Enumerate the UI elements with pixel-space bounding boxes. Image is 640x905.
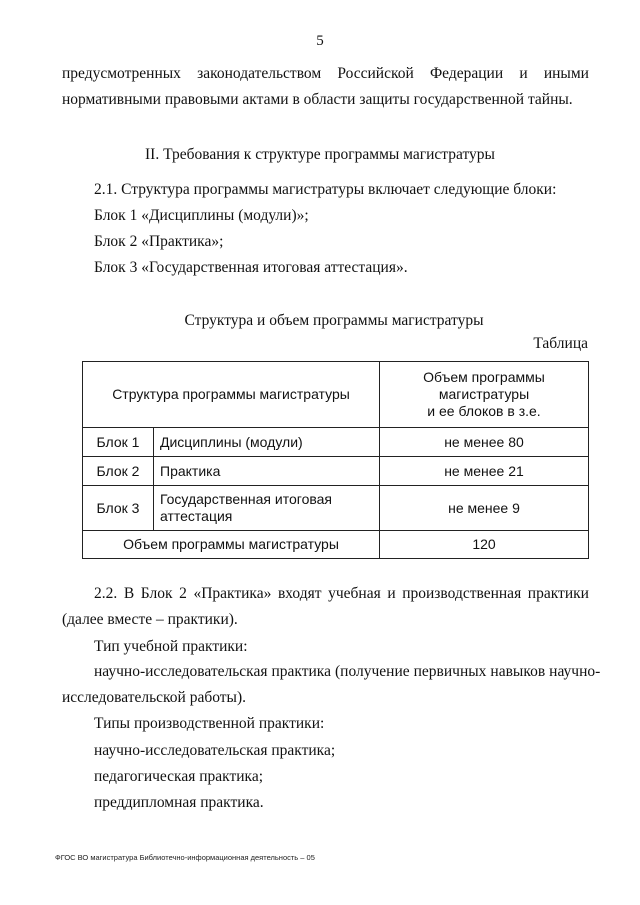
table-row	[83, 428, 589, 457]
block-name-cell: Дисциплины (модули)	[154, 428, 380, 457]
table-total-row	[83, 531, 589, 559]
intro-word: Федерации	[429, 65, 504, 82]
clause-2-2-line-2: (далее вместе – практики).	[62, 611, 238, 628]
block-name-cell	[154, 486, 380, 531]
clause-word: 2	[179, 585, 187, 602]
intro-word: законодательством	[197, 65, 322, 82]
volume-cell: не менее 21	[380, 457, 589, 486]
intro-line-1	[62, 64, 589, 84]
study-type-line-2: исследовательской работы).	[62, 689, 246, 706]
study-type-word: навыков	[490, 663, 546, 680]
structure-table	[82, 361, 589, 559]
study-type-word: первичных	[413, 663, 487, 680]
block-cell: Блок 3	[83, 486, 154, 531]
clause-word: практики	[527, 585, 589, 602]
section-heading: II. Требования к структуре программы магистратуры	[145, 146, 495, 163]
table-header-row	[83, 362, 589, 428]
intro-word: Российской	[337, 65, 414, 82]
clause-word: учебная	[328, 585, 381, 602]
clause-word: производственная	[402, 585, 522, 602]
volume-cell: не менее 9	[380, 486, 589, 531]
table-title: Структура и объем программы магистратуры	[184, 312, 484, 329]
study-type-word: (получение	[334, 663, 410, 680]
header-structure: Структура программы магистратуры	[83, 362, 380, 428]
table-row	[83, 486, 589, 531]
intro-word: и	[519, 65, 528, 82]
production-type-item: педагогическая практика;	[94, 768, 264, 785]
study-type-word: научно-исследовательская	[94, 663, 268, 680]
block-name-cell: Практика	[154, 457, 380, 486]
header-volume-line: и ее блоков в з.е.	[427, 403, 541, 419]
clause-2-1-intro: 2.1. Структура программы магистратуры включает следующие блоки:	[94, 181, 557, 198]
intro-line-2: нормативными правовыми актами в области защиты государственной тайны.	[62, 91, 573, 108]
clause-word: входят	[277, 585, 322, 602]
clause-2-2-line-1	[94, 584, 589, 604]
page-number: 5	[316, 33, 324, 49]
study-type-word: практика	[271, 663, 331, 680]
header-volume-line: магистратуры	[438, 386, 530, 402]
clause-word: и	[387, 585, 396, 602]
table-row	[83, 457, 589, 486]
block-item-3: Блок 3 «Государственная итоговая аттестация».	[94, 259, 408, 276]
block-item-1: Блок 1 «Дисциплины (модули)»;	[94, 207, 309, 224]
clause-word: В	[123, 585, 135, 602]
study-type-line-1	[94, 662, 601, 682]
document-footer: ФГОС ВО магистратура Библиотечно-информационная деятельность – 05	[55, 853, 315, 862]
study-type-label: Тип учебной практики:	[94, 638, 248, 655]
total-value-cell: 120	[380, 531, 589, 559]
production-type-item: научно-исследовательская практика;	[94, 742, 336, 759]
header-volume-line: Объем программы	[423, 369, 545, 385]
table-caption: Таблица	[533, 335, 588, 352]
total-label-cell: Объем программы магистратуры	[83, 531, 380, 559]
production-type-item: преддипломная практика.	[94, 794, 264, 811]
block-cell: Блок 2	[83, 457, 154, 486]
clause-word: «Практика»	[193, 585, 272, 602]
block-name-line: аттестация	[160, 508, 233, 524]
volume-cell: не менее 80	[380, 428, 589, 457]
header-volume	[380, 362, 589, 428]
block-item-2: Блок 2 «Практика»;	[94, 233, 224, 250]
study-type-word: научно-	[549, 663, 601, 680]
production-types-label: Типы производственной практики:	[94, 715, 325, 732]
intro-word: предусмотренных	[62, 65, 181, 82]
block-name-line: Государственная итоговая	[160, 491, 332, 507]
block-cell: Блок 1	[83, 428, 154, 457]
clause-word: Блок	[140, 585, 173, 602]
clause-word: 2.2.	[94, 585, 118, 602]
intro-word: иными	[543, 65, 589, 82]
